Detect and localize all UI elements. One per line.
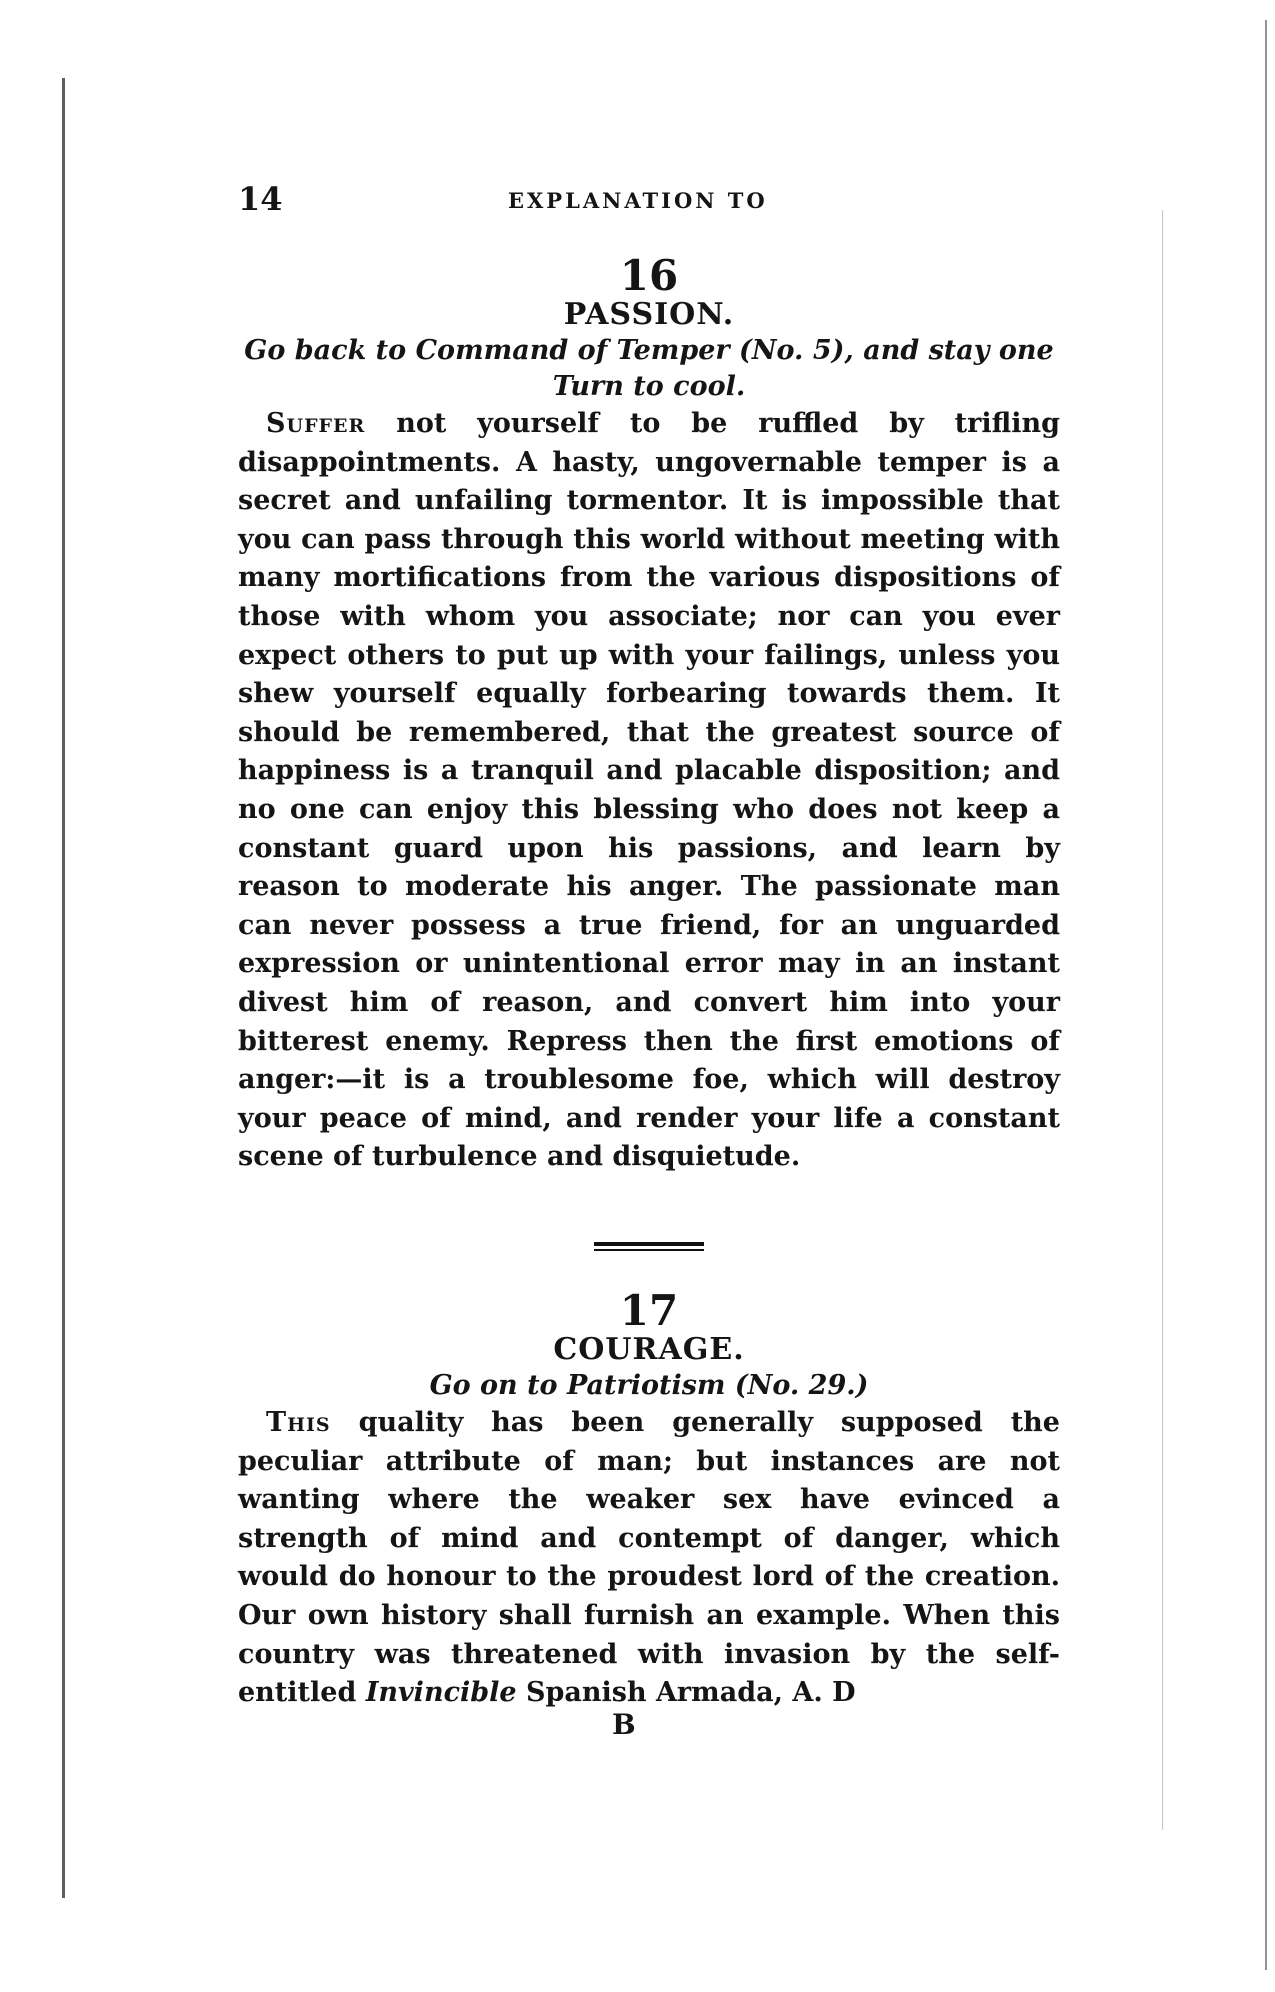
page-inner-edge	[1162, 210, 1163, 1830]
section-first-word: Suffer	[266, 408, 366, 439]
section-divider-rule	[594, 1242, 704, 1251]
section-body-text-end: Spanish Armada, A. D	[516, 1677, 856, 1709]
page-edge-left	[62, 78, 65, 1898]
running-head	[238, 180, 1060, 220]
section-body	[238, 405, 1060, 1177]
section-body-italic: Invincible	[365, 1677, 517, 1709]
section-title: COURAGE.	[553, 1332, 745, 1367]
page-number: 14	[238, 180, 283, 218]
section-title: PASSION.	[563, 297, 735, 332]
section-body-text: quality has been generally supposed the peculiar attribute of man; but instances are not wanting where the weaker sex have evinced a strength of mind and contempt of danger, which would do honour to the proudest lord of the creation. Our own history shall furnish an example. When this country was threatened with invasion by the self-entitled	[238, 1407, 1060, 1709]
section-body	[238, 1404, 1060, 1713]
section-courage	[238, 1286, 1060, 1713]
section-first-word: This	[266, 1407, 331, 1438]
section-passion	[238, 251, 1060, 1177]
signature-mark: B	[612, 1708, 636, 1741]
section-number: 16	[619, 251, 679, 300]
section-direction: Go back to Command of Temper (No. 5), and stay one Turn to cool.	[244, 335, 1054, 402]
running-title: EXPLANATION TO	[508, 188, 768, 213]
page-edge-right	[1265, 20, 1267, 1970]
section-body-text: not yourself to be ruffled by trifling disappointments. A hasty, ungovernable temper is a secret and unfailing tormentor. It is impossible that you can pass through this world without meeting with many mortifications from the various dispositions of those with whom you associate; nor can you ever expect others to put up with your failings, unless you shew yourself equally forbearing towards them. It should be remembered, that the greatest source of happiness is a tranquil and placable disposition; and no one can enjoy this blessing who does not keep a constant guard upon his passions, and learn by reason to moderate his anger. The passionate man can never possess a true friend, for an unguarded expression or unintentional error may in an instant divest him of reason, and convert him into your bitterest enemy. Repress then the first emotions of anger:—it is a troublesome foe, which will destroy your peace of mind, and render your life a constant scene of turbulence and disquietude.	[238, 408, 1060, 1173]
section-number: 17	[619, 1286, 679, 1335]
section-direction: Go on to Patriotism (No. 29.)	[429, 1370, 869, 1401]
